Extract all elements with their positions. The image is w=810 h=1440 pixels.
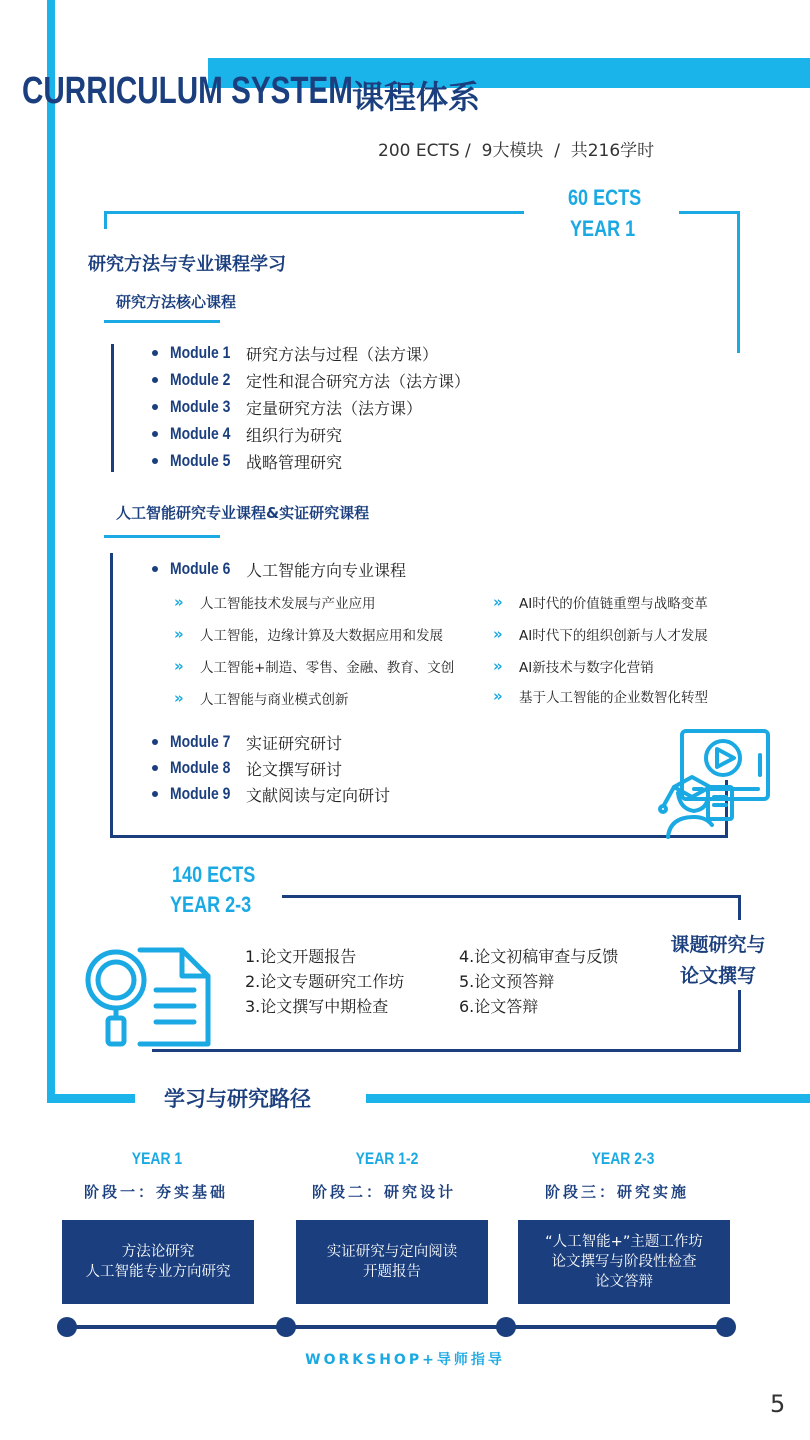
core-underline — [104, 320, 220, 323]
module-desc: 定量研究方法（法方课） — [246, 398, 423, 418]
ai-underline — [104, 535, 220, 538]
year1-ects: 60 ECTS — [568, 185, 642, 210]
module-row — [152, 395, 422, 419]
path-title: 学习与研究路径 — [164, 1087, 311, 1111]
frame-left-bar — [47, 0, 55, 1102]
module-label: Module 9 — [170, 784, 231, 803]
thesis-step: 1.论文开题报告 — [245, 947, 357, 966]
core-courses-title: 研究方法核心课程 — [116, 293, 237, 311]
thesis-tag-line1: 课题研究与 — [670, 934, 766, 956]
timeline-dot — [496, 1317, 516, 1337]
module-row — [152, 782, 390, 806]
timeline-line — [66, 1325, 730, 1329]
thesis-step: 2.论文专题研究工作坊 — [245, 972, 405, 991]
module-label: Module 8 — [170, 758, 231, 777]
stage-year: YEAR 1 — [131, 1149, 183, 1168]
page-title-en: CURRICULUM SYSTEM — [22, 70, 353, 112]
timeline-dot — [716, 1317, 736, 1337]
year23-label: YEAR 2-3 — [170, 892, 252, 917]
module6-topic: » AI新技术与数字化营销 — [493, 657, 654, 676]
year23-top-line — [282, 895, 741, 898]
module-row — [152, 341, 438, 365]
year1-section-title: 研究方法与专业课程学习 — [88, 254, 286, 275]
module-label: Module 5 — [170, 451, 231, 470]
page-number: 5 — [770, 1390, 786, 1418]
module-row — [152, 368, 470, 392]
module-desc: 研究方法与过程（法方课） — [246, 344, 439, 364]
page-subtitle: 200 ECTS / 9大模块 / 共216学时 — [378, 141, 655, 161]
module-label: Module 3 — [170, 397, 231, 416]
stage-year: YEAR 2-3 — [591, 1149, 655, 1168]
module-desc: 人工智能方向专业课程 — [246, 560, 407, 580]
module-row — [152, 557, 406, 581]
module-label: Module 6 — [170, 559, 231, 578]
year23-top-right-tick — [738, 895, 741, 920]
thesis-step: 3.论文撰写中期检查 — [245, 997, 389, 1016]
core-modules-bracket — [111, 344, 114, 472]
thesis-step: 5.论文预答辩 — [459, 972, 555, 991]
stage-year: YEAR 1-2 — [355, 1149, 419, 1168]
module-label: Module 2 — [170, 370, 231, 389]
module6-topic: » 人工智能，边缘计算及大数据应用和发展 — [174, 625, 443, 644]
timeline-dot — [57, 1317, 77, 1337]
stage-name: 阶段二：研究设计 — [311, 1183, 456, 1201]
video-lecture-icon — [650, 725, 775, 840]
stage-name: 阶段三：研究实施 — [544, 1183, 689, 1201]
module6-topic: » 基于人工智能的企业数智化转型 — [493, 687, 708, 706]
year23-right-line — [738, 990, 741, 1052]
year23-ects: 140 ECTS — [172, 862, 256, 887]
module-label: Module 7 — [170, 732, 231, 751]
module-desc: 论文撰写研讨 — [246, 759, 343, 779]
year1-top-line-right — [679, 211, 740, 214]
stage-box: 实证研究与定向阅读 开题报告 — [296, 1220, 488, 1304]
module-desc: 文献阅读与定向研讨 — [246, 785, 391, 805]
ai-courses-title: 人工智能研究专业课程&实证研究课程 — [116, 504, 370, 522]
thesis-step: 6.论文答辩 — [459, 997, 539, 1016]
module-label: Module 1 — [170, 343, 231, 362]
stage-name: 阶段一：夯实基础 — [83, 1183, 228, 1201]
module-desc: 实证研究研讨 — [246, 733, 343, 753]
module-desc: 战略管理研究 — [246, 452, 343, 472]
year1-top-line-left — [104, 211, 524, 214]
stage-box: “人工智能+”主题工作坊 论文撰写与阶段性检查 论文答辩 — [518, 1220, 730, 1304]
timeline-dot — [276, 1317, 296, 1337]
ai-modules-bottom — [110, 835, 728, 838]
module6-topic: » AI时代下的组织创新与人才发展 — [493, 625, 708, 644]
page-title-cn: 课程体系 — [352, 78, 481, 116]
module-desc: 定性和混合研究方法（法方课） — [246, 371, 471, 391]
module6-topic: » 人工智能与商业模式创新 — [174, 689, 349, 708]
module-row — [152, 730, 342, 754]
ai-modules-bracket — [110, 553, 113, 838]
module-row — [152, 756, 342, 780]
stage-box: 方法论研究 人工智能专业方向研究 — [62, 1220, 254, 1304]
year1-label: YEAR 1 — [570, 216, 636, 241]
module-row — [152, 422, 342, 446]
frame-bottom-bar-left — [47, 1094, 135, 1103]
year1-right-line — [737, 211, 740, 353]
document-search-icon — [78, 940, 213, 1048]
year23-bottom-line — [152, 1049, 741, 1052]
module-desc: 组织行为研究 — [246, 425, 343, 445]
module-row — [152, 449, 342, 473]
frame-bottom-bar-right — [366, 1094, 810, 1103]
thesis-tag-line2: 论文撰写 — [679, 965, 756, 987]
module6-topic: » AI时代的价值链重塑与战略变革 — [493, 593, 708, 612]
module-label: Module 4 — [170, 424, 231, 443]
workshop-caption: WORKSHOP+导师指导 — [305, 1352, 505, 1368]
year1-top-tick — [104, 211, 107, 229]
module6-topic: » 人工智能+制造、零售、金融、教育、文创 — [174, 657, 455, 676]
thesis-step: 4.论文初稿审查与反馈 — [459, 947, 619, 966]
module6-topic: » 人工智能技术发展与产业应用 — [174, 593, 376, 612]
